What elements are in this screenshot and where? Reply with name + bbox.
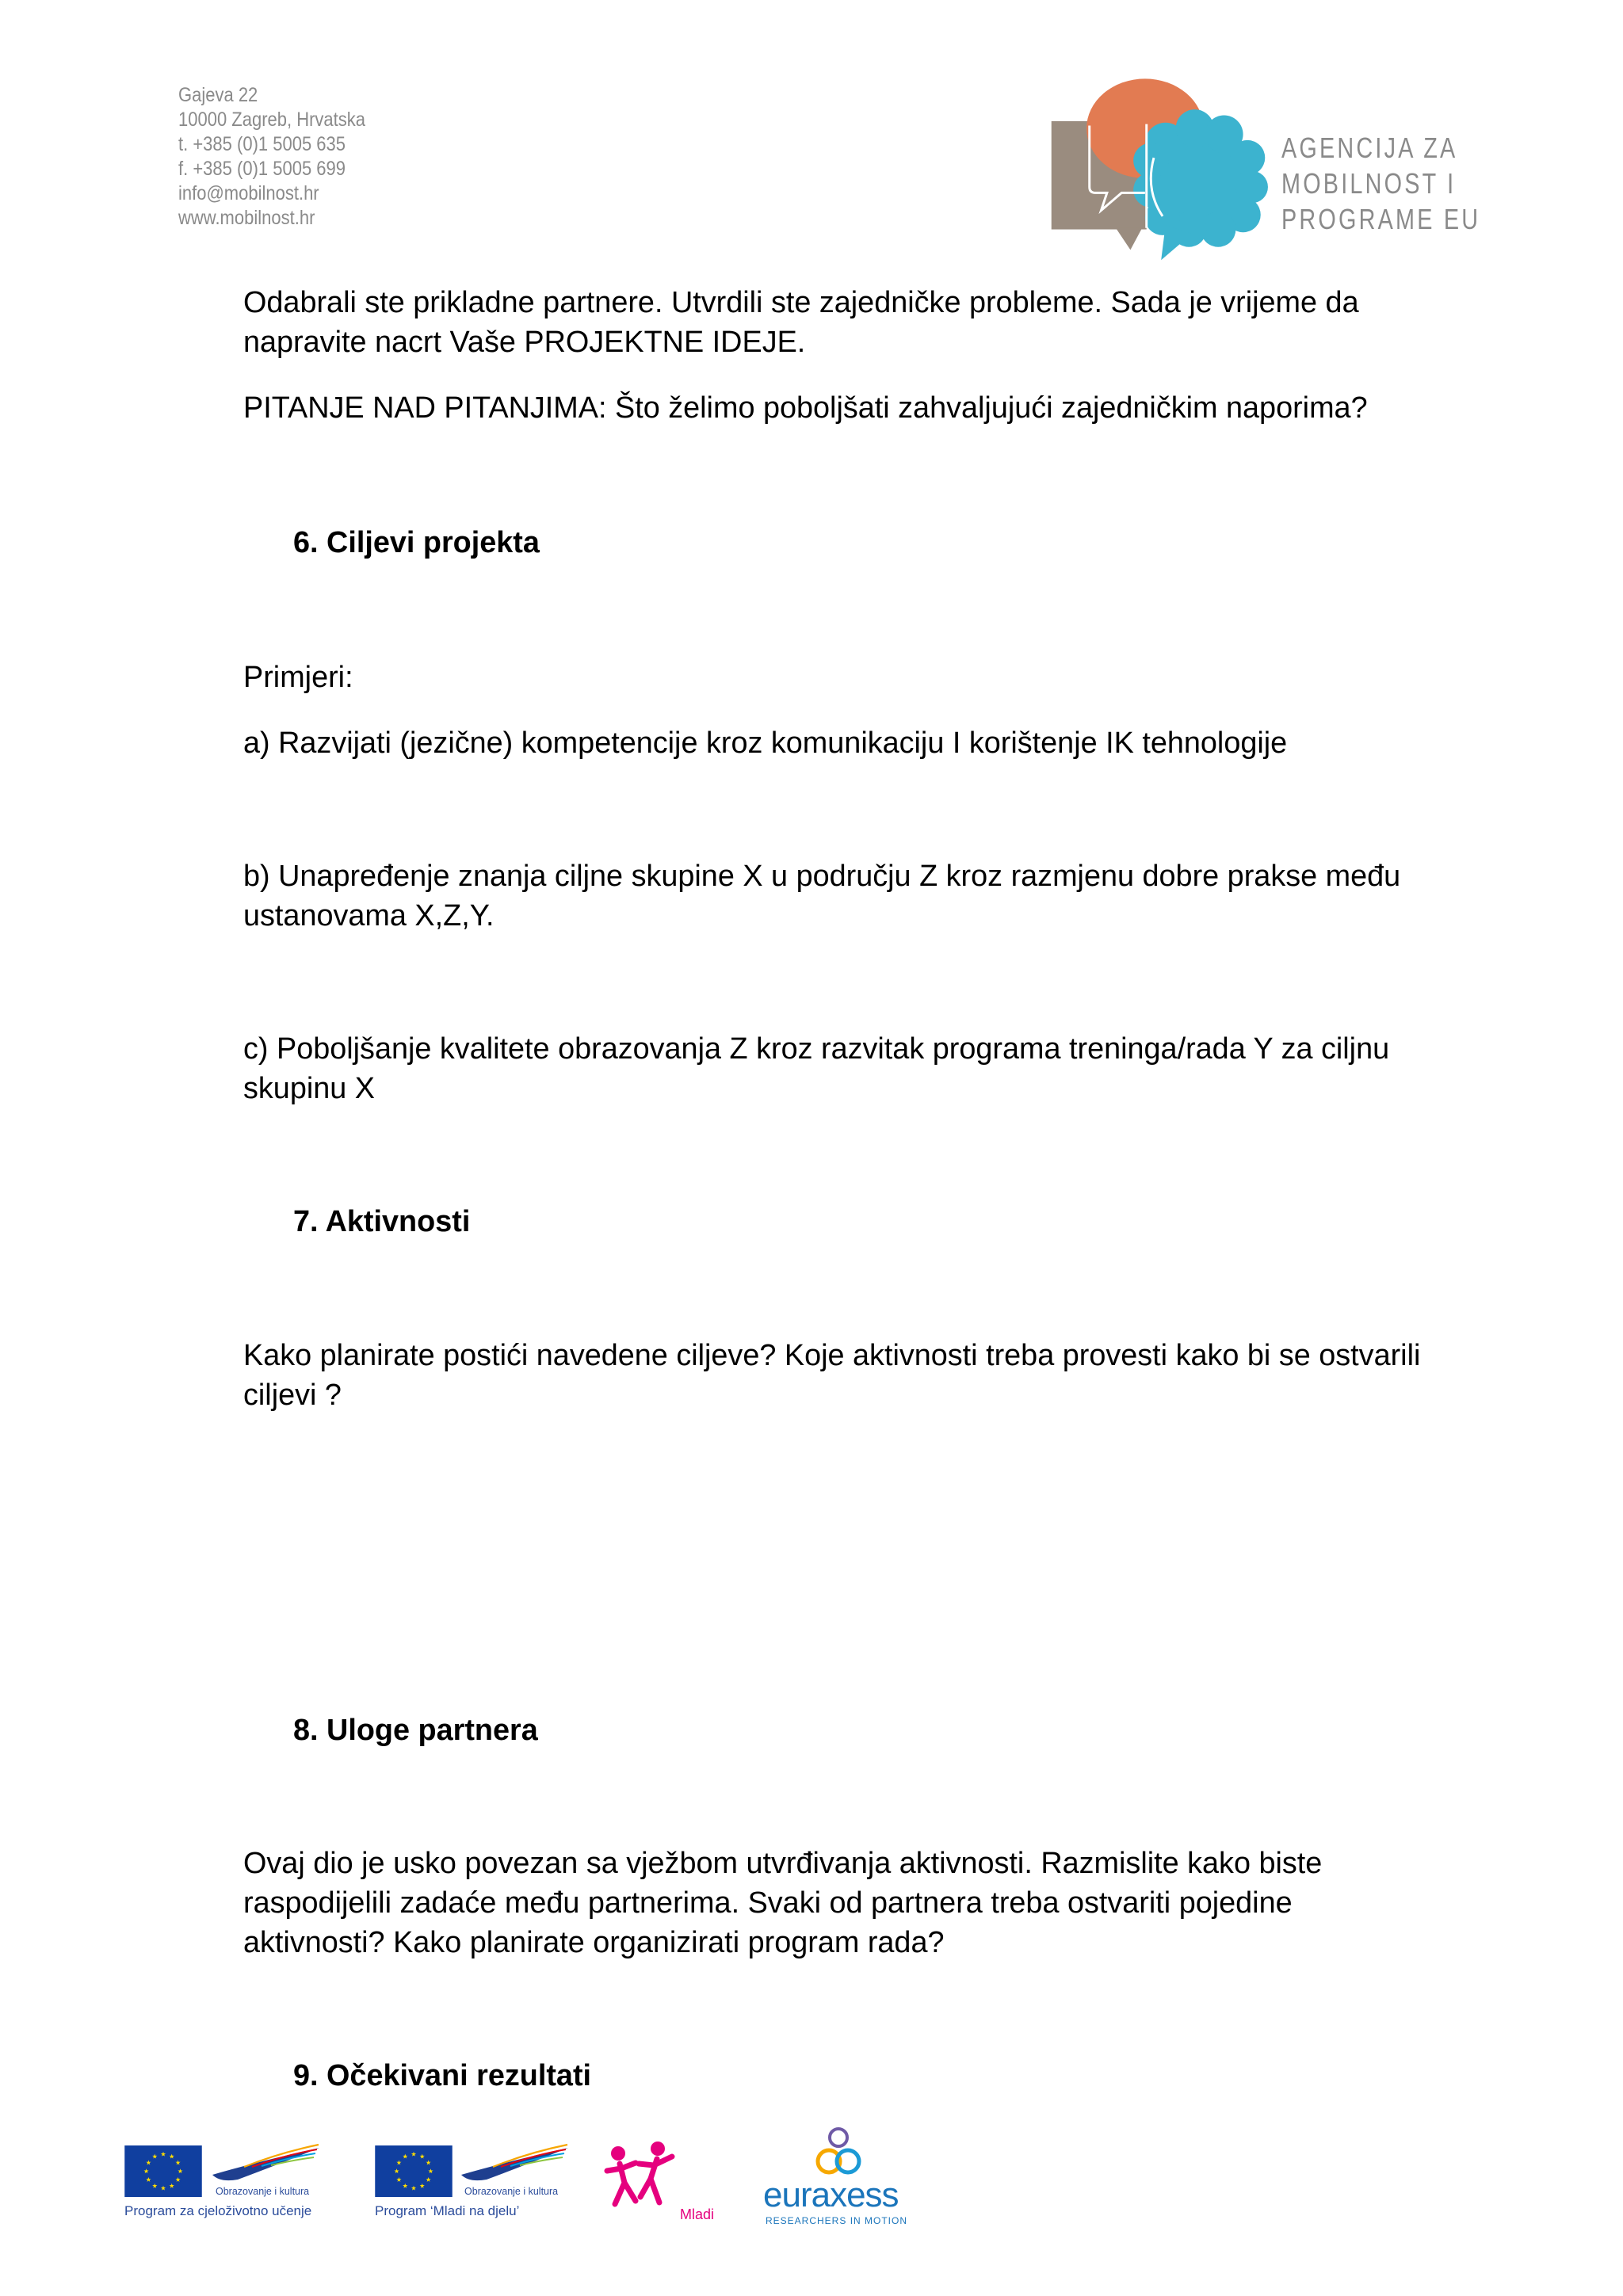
partner-roles-paragraph xyxy=(243,1844,1322,1962)
section-heading-activities: 7. Aktivnosti xyxy=(293,1205,471,1238)
example-item-c xyxy=(243,1029,1389,1108)
directorate-label: Obrazovanje i kultura xyxy=(464,2186,559,2197)
eu-flag-icon xyxy=(375,2145,453,2197)
program-label-lifelong-learning: Program za cjeloživotno učenje xyxy=(124,2203,312,2218)
paragraph-line: c) Poboljšanje kvalitete obrazovanja Z kroz razvitak programa treninga/rada Y za ciljnu xyxy=(243,1032,1390,1066)
address-city: 10000 Zagreb, Hrvatska xyxy=(178,109,366,131)
agency-name-line: MOBILNOST I xyxy=(1281,167,1457,200)
education-culture-swoosh-icon xyxy=(461,2143,568,2183)
agency-name-line: PROGRAME EU xyxy=(1281,203,1481,235)
agency-name xyxy=(1281,130,1480,237)
address-phone: t. +385 (0)1 5005 635 xyxy=(178,133,346,155)
education-culture-swoosh-icon xyxy=(212,2143,319,2183)
paragraph-line: Primjeri: xyxy=(243,661,353,694)
paragraph-line: raspodijelili zadaće među partnerima. Svaki od partnera treba ostvariti pojedine xyxy=(243,1886,1293,1920)
paragraph-line: napravite nacrt Vaše PROJEKTNE IDEJE. xyxy=(243,326,806,359)
mladi-label: Mladi xyxy=(680,2206,715,2222)
address-email: info@mobilnost.hr xyxy=(178,182,319,204)
agency-name-line: AGENCIJA ZA xyxy=(1281,132,1458,164)
paragraph-line: aktivnosti? Kako planirate organizirati program rada? xyxy=(243,1926,945,1959)
eu-flag-icon xyxy=(124,2145,202,2197)
section-heading-expected-results: 9. Očekivani rezultati xyxy=(293,2059,592,2092)
paragraph-line: Ovaj dio je usko povezan sa vježbom utvrđivanja aktivnosti. Razmislite kako biste xyxy=(243,1847,1323,1880)
euraxess-tagline: RESEARCHERS IN MOTION xyxy=(766,2215,908,2226)
section-heading-partner-roles: 8. Uloge partnera xyxy=(293,1714,538,1747)
examples-label xyxy=(243,658,353,697)
address-fax: f. +385 (0)1 5005 699 xyxy=(178,158,346,180)
agency-speech-bubbles-logo-icon xyxy=(1048,73,1268,263)
paragraph-line: skupinu X xyxy=(243,1072,375,1105)
agency-address xyxy=(178,83,365,231)
paragraph-line: Odabrali ste prikladne partnere. Utvrdili ste zajedničke probleme. Sada je vrijeme da xyxy=(243,286,1359,319)
euraxess-wordmark: euraxess xyxy=(763,2176,899,2214)
address-website: www.mobilnost.hr xyxy=(178,207,315,229)
paragraph-line: PITANJE NAD PITANJIMA: Što želimo poboljšati zahvaljujući zajedničkim naporima? xyxy=(243,391,1368,425)
paragraph-line: a) Razvijati (jezične) kompetencije kroz komunikaciju I korištenje IK tehnologije xyxy=(243,727,1288,760)
address-street: Gajeva 22 xyxy=(178,84,258,106)
paragraph-line: ustanovama X,Z,Y. xyxy=(243,899,495,933)
paragraph-line: Kako planirate postići navedene ciljeve? Koje aktivnosti treba provesti kako bi se ostvarili xyxy=(243,1339,1421,1372)
intro-paragraph xyxy=(243,283,1359,362)
section-heading-goals: 6. Ciljevi projekta xyxy=(293,526,540,559)
example-item-a xyxy=(243,723,1287,763)
example-item-b xyxy=(243,856,1400,936)
program-label-youth-in-action: Program ‘Mladi na djelu’ xyxy=(375,2203,520,2218)
paragraph-line: b) Unapređenje znanja ciljne skupine X u području Z kroz razmjenu dobre prakse među xyxy=(243,860,1401,893)
key-question xyxy=(243,388,1368,428)
euraxess-rings-icon xyxy=(810,2126,867,2180)
activities-paragraph xyxy=(243,1336,1420,1415)
mladi-figures-icon xyxy=(601,2139,692,2214)
paragraph-line: ciljevi ? xyxy=(243,1379,342,1412)
directorate-label: Obrazovanje i kultura xyxy=(216,2186,310,2197)
